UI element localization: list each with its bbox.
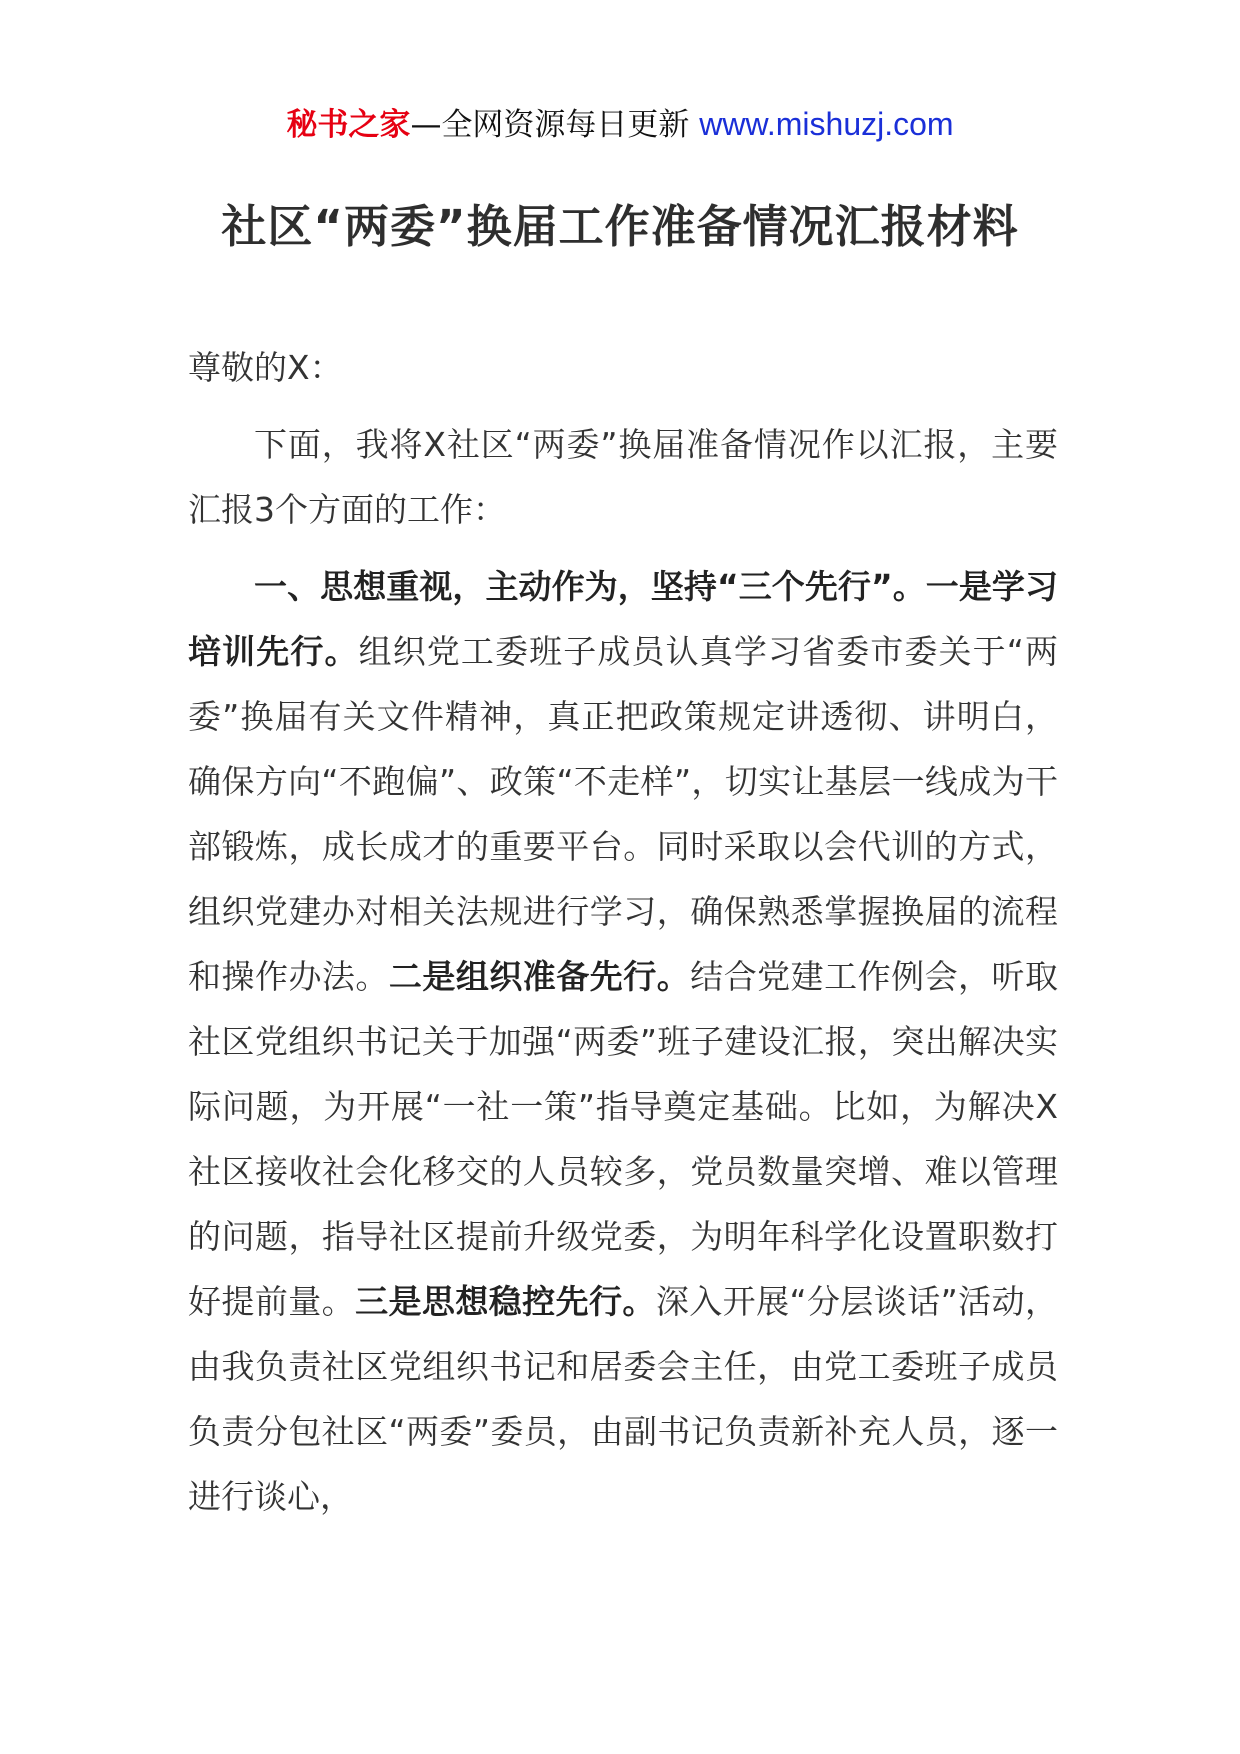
- site-header: [0, 100, 1240, 149]
- point-1-title: 一是学习培训先行。: [188, 567, 1058, 671]
- salutation: 尊敬的X：: [188, 348, 343, 387]
- point-1-body: 组织党工委班子成员认真学习省委市委关于“两委”换届有关文件精神，真正把政策规定讲透彻、讲明白，确保方向“不跑偏”、政策“不走样”，切实让基层一线成为干部锻炼，成长成才的重要平台。同时采取以会代训的方式，组织党建办对相关法规进行学习，确保熟悉掌握换届的流程和操作办法。: [188, 632, 1058, 996]
- section-1-heading: 一、思想重视，主动作为，坚持“三个先行”。: [254, 567, 926, 606]
- intro-paragraph: 下面，我将X社区“两委”换届准备情况作以汇报，主要汇报3个方面的工作：: [188, 425, 1058, 529]
- site-url-link[interactable]: www.mishuzj.com: [699, 106, 954, 142]
- point-2-title: 二是组织准备先行。: [388, 957, 691, 996]
- point-2-body: 结合党建工作例会，听取社区党组织书记关于加强“两委”班子建设汇报，突出解决实际问题，为开展“一社一策”指导奠定基础。比如，为解决X社区接收社会化移交的人员较多，党员数量突增、难以管理的问题，指导社区提前升级党委，为明年科学化设置职数打好提前量。: [188, 957, 1059, 1321]
- site-brand: 秘书之家: [286, 107, 411, 143]
- point-3-title: 三是思想稳控先行。: [355, 1282, 656, 1321]
- site-slogan: —全网资源每日更新: [410, 107, 690, 143]
- document-body: [188, 335, 1058, 1529]
- document-title: 社区“两委”换届工作准备情况汇报材料: [221, 200, 1019, 253]
- point-3-body: 深入开展“分层谈话”活动，由我负责社区党组织书记和居委会主任，由党工委班子成员负责分包社区“两委”委员，由副书记负责新补充人员，逐一进行谈心，: [188, 1282, 1059, 1516]
- section-1-paragraph: [188, 554, 1058, 1529]
